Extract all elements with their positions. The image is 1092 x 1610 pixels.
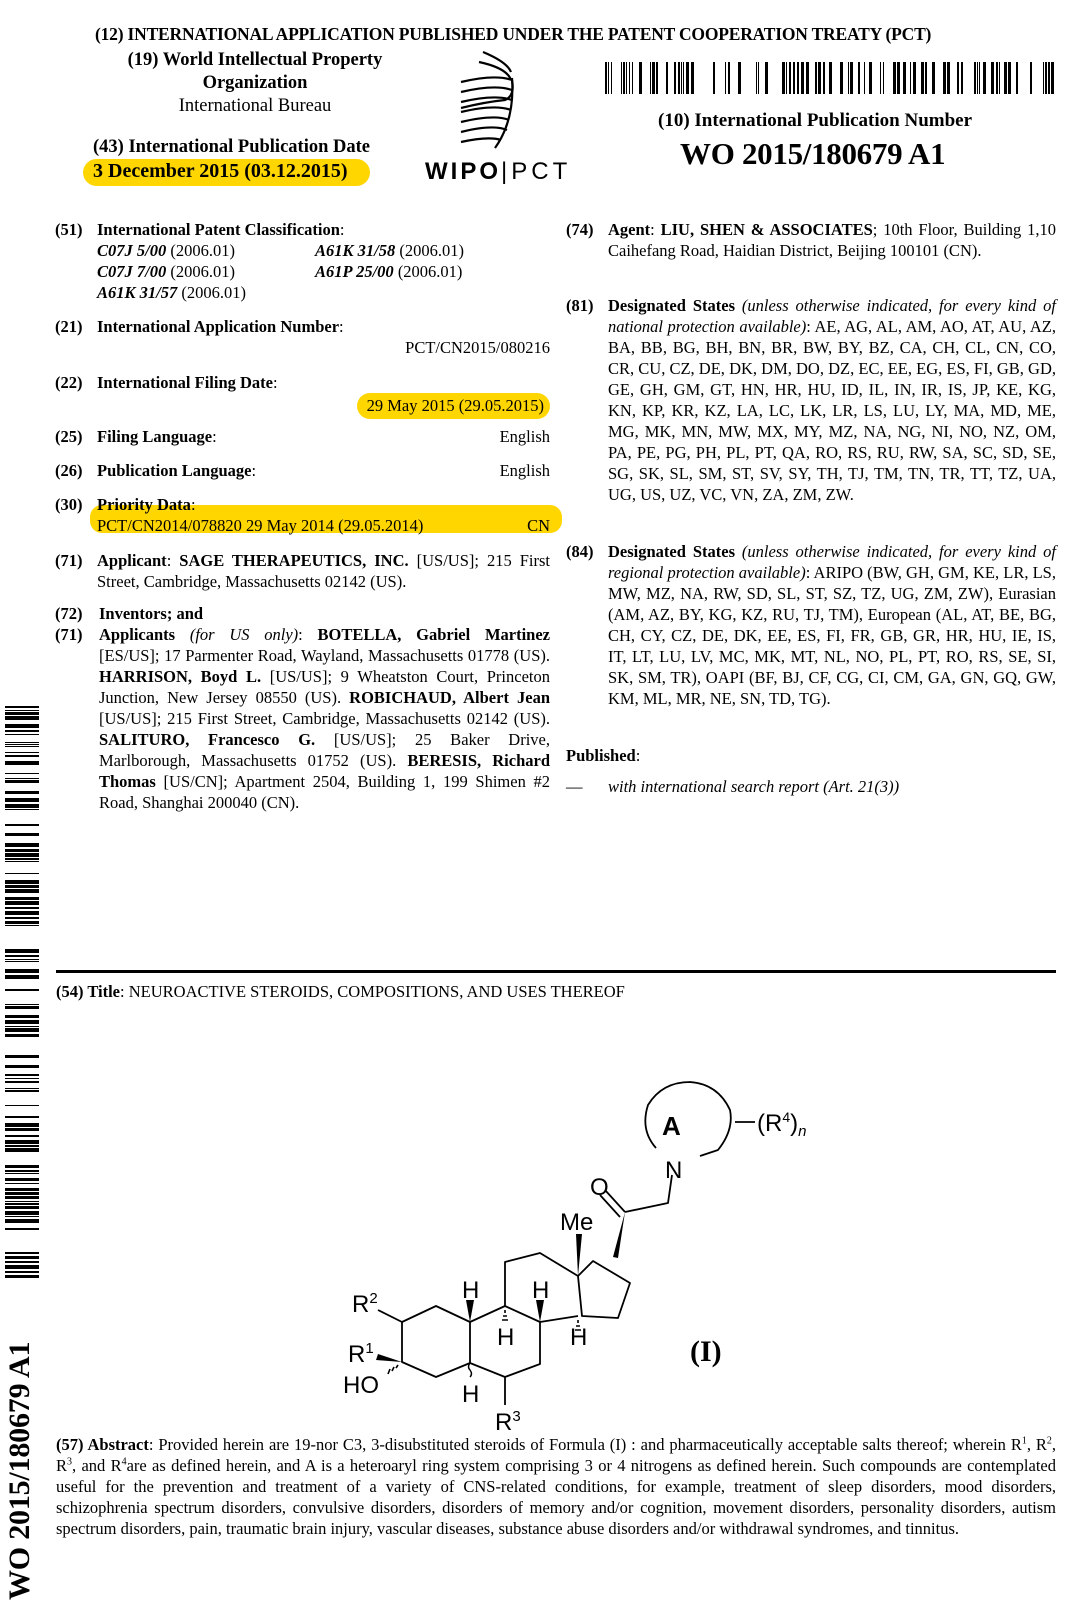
inventor-address: [US/US]; 9 Wheatston Court, Princeton Junction, New Jersey 08550 (US). (99, 667, 550, 707)
applicant-code: (71) (55, 551, 83, 570)
org-bureau: International Bureau (178, 96, 332, 116)
hydroxyl-label: HO (343, 1372, 379, 1399)
ipc-class: A61K 31/58 (315, 241, 396, 260)
regional-states-list: ARIPO (BW, GH, GM, KE, LR, LS, MW, MZ, NA, RW, SD, SL, ST, SZ, TZ, UG, ZM, ZW), Eurasian (AM, AZ, BY, KG, KZ, RU, TJ, TM), European (AL, AT, BE, BG, CH, CY, CZ, DE, DK, EE, ES, FI, FR, GB, GR, HR, HU, IE, IS, IT, LT, LU, LV, MC, MK, MT, NL, NO, PL, PT, RO, RS, SE, SI, SK, SM, TR), OAPI (BF, BJ, CF, CG, CI, CM, GA, GN, GQ, GW, KM, ML, MR, NE, SN, TD, TG). (608, 563, 1056, 708)
app-number-label: International Application Number (97, 317, 340, 336)
national-states-label: Designated States (608, 296, 735, 315)
h-label: H (532, 1277, 550, 1304)
priority-data-section: (30) Priority Data: PCT/CN2014/078820 29 May 2014 (29.05.2014) CN (55, 495, 550, 535)
ipc-item (97, 261, 315, 282)
ipc-version: (2006.01) (181, 283, 246, 302)
issuing-organization (90, 49, 420, 118)
logo-separator: | (501, 158, 512, 185)
agent-label: Agent (608, 220, 651, 239)
published-section: Published: — with international search report (Art. 21(3)) (566, 746, 900, 796)
inventor-address: [US/US]; 215 First Street, Cambridge, Massachusetts 02142 (US). (99, 709, 550, 728)
ipc-version: (2006.01) (397, 262, 463, 281)
filing-language-section: (25) Filing Language: English (55, 427, 550, 446)
filing-language-label: Filing Language (97, 427, 213, 446)
filing-date-code: (22) (55, 373, 83, 392)
national-states-section: (81) Designated States (unless otherwise indicated, for every kind of national protection available): AE, AG, AL, AM, AO, AT, AU, AZ, BA, BB, BG, BH, BN, BR, BW, BY, BZ, CA, CH, CL, CN, CO, CR, CU, CZ, DE, DK, DM, DO, DZ, EC, EE, EG, ES, FI, GB, GD, GE, GH, GM, GT, HN, HR, HU, ID, IL, IN, IR, IS, JP, KE, KG, KN, KP, KR, KZ, LA, LC, LK, LR, LS, LU, LY, MA, MD, ME, MG, MK, MN, MW, MX, MY, MZ, NA, NG, NI, NO, NZ, OM, PA, PE, PG, PH, PL, PT, QA, RO, RS, RU, RW, SA, SC, SD, SE, SG, SK, SL, SM, ST, SV, SY, TH, TJ, TM, TN, TR, TT, TZ, UA, UG, US, UZ, VC, VN, ZA, ZM, ZW. (566, 296, 1056, 504)
title-code: (54) Title (56, 982, 121, 1001)
regional-states-section: (84) Designated States (unless otherwise indicated, for every kind of regional protection available): ARIPO (BW, GH, GM, KE, LR, LS, MW, MZ, NA, RW, SD, SL, ST, SZ, TZ, UG, ZM, ZW), Eurasian (AM, AZ, BY, KG, KZ, RU, TJ, TM), European (AL, AT, BE, BG, CH, CY, CZ, DE, DK, EE, ES, FI, FR, GB, GR, HR, HU, IE, IS, IT, LT, LU, LV, MC, MK, MT, NL, NO, PL, PT, RO, RS, SE, SI, SK, SM, TR), OAPI (BF, BJ, CF, CG, CI, CM, GA, GN, GQ, GW, KM, ML, MR, NE, SN, TD, TG). (566, 542, 1056, 708)
ipc-class: A61K 31/57 (97, 283, 178, 302)
ipc-item (315, 261, 515, 282)
national-states-list: AE, AG, AL, AM, AO, AT, AU, AZ, BA, BB, BG, BH, BN, BR, BW, BY, BZ, CA, CH, CL, CN, CO, CR, CU, CZ, DE, DK, DM, DO, DZ, EC, EE, EG, ES, FI, GB, GD, GE, GH, GM, GT, HN, HR, HU, ID, IL, IN, IR, IS, JP, KE, KG, KN, KP, KR, KZ, LA, LC, LK, LR, LS, LU, LY, MA, MD, ME, MG, MK, MN, MW, MX, MY, MZ, NA, NG, NI, NO, NZ, OM, PA, PE, PG, PH, PL, PT, QA, RO, RS, RU, RW, SA, SC, SD, SE, SG, SK, SL, SM, ST, SV, SY, TH, TJ, TM, TN, TR, TT, TZ, UA, UG, US, UZ, VC, VN, ZA, ZM, ZW. (608, 317, 1056, 504)
org-name-line1: World Intellectual Property (162, 50, 383, 70)
svg-text:R3: $R^3$ (495, 1408, 521, 1436)
national-states-note: (unless otherwise indicated, for every kind of national protection available) (608, 296, 1056, 336)
ipc-item (315, 240, 515, 261)
abstract-sup: 4 (121, 1456, 127, 1468)
ipc-version: (2006.01) (170, 241, 235, 260)
formula-label: (I) (690, 1335, 722, 1368)
filing-date-section: (22) International Filing Date: 29 May 2015 (29.05.2015) (55, 372, 550, 419)
ipc-class: C07J 5/00 (97, 241, 167, 260)
ring-a-label: A (662, 1111, 681, 1141)
abstract-text: , R (1026, 1435, 1047, 1454)
svg-text:(R4)n: $(R^4)_n$ (757, 1109, 807, 1140)
r1-label: R (348, 1341, 366, 1368)
inventor-name: ROBICHAUD, Albert Jean (349, 688, 550, 707)
agent-section: (74) Agent: LIU, SHEN & ASSOCIATES; 10th Floor, Building 1,10 Caihefang Road, Haidian District, Beijing 100101 (CN). (566, 220, 1056, 260)
applicant-label: Applicant (97, 551, 167, 570)
regional-states-label: Designated States (608, 542, 735, 561)
inventor-address: [US/CN]; Apartment 2504, Building 1, 199 Shimen #2 Road, Shanghai 200040 (CN). (99, 772, 550, 812)
regional-states-code: (84) (566, 542, 594, 561)
filing-language-value: English (499, 427, 550, 446)
h-label: H (570, 1324, 588, 1351)
top-barcode-icon (605, 62, 1055, 94)
wipo-pct-logo (425, 158, 571, 186)
invention-title: (54) Title: NEUROACTIVE STEROIDS, COMPOSITIONS, AND USES THEREOF (56, 982, 625, 1001)
app-number-value: PCT/CN2015/080216 (405, 338, 550, 357)
ipc-list (97, 240, 550, 303)
applicants-us-note: (for US only) (175, 625, 299, 644)
methyl-label: Me (560, 1209, 594, 1236)
ipc-code: (51) (55, 220, 83, 239)
applicant-name: SAGE THERAPEUTICS, INC. (179, 551, 409, 570)
r4-sup: 4 (782, 1109, 791, 1125)
abstract-sup: 3 (67, 1456, 73, 1468)
abstract-text: are as defined herein, and A is a heteroaryl ring system comprising 3 or 4 nitrogens as defined herein. Such compounds are contemplated useful for the prevention and treatment of a variety of CNS-related conditions, for example, treatment of sleep disorders, mood disorders, schizophrenia spectrum disorders, convulsive disorders, disorders of memory and/or cognition, movement disorders, personality disorders, autism spectrum disorders, pain, traumatic brain injury, vascular diseases, substance abuse disorders and/or withdrawal syndromes, and tinnitus. (56, 1456, 1056, 1538)
published-item: with international search report (Art. 21(3)) (608, 777, 900, 796)
chemical-structure-formula-i (320, 1040, 820, 1436)
publication-date-label: (43) International Publication Date (93, 137, 370, 157)
ipc-item (97, 240, 315, 261)
applicants-us-code: (71) (55, 625, 83, 644)
ipc-section: (51) International Patent Classification: C07J 5/00 (2006.01) A61K 31/58 (2006.01) C07J 7/00 (2006.01) A61P 25/00 (2006.01) A61K 31/57 (2006.01) (55, 219, 550, 303)
abstract-code: (57) Abstract (56, 1435, 149, 1454)
publication-date-value: 3 December 2015 (03.12.2015) (83, 159, 370, 186)
publication-language-value: English (499, 461, 550, 480)
h-label: H (497, 1324, 515, 1351)
title-value: NEUROACTIVE STEROIDS, COMPOSITIONS, AND USES THEREOF (128, 982, 625, 1001)
publication-language-code: (26) (55, 461, 83, 480)
published-dash: — (566, 777, 583, 796)
r4-subscript-n: n (798, 1123, 807, 1140)
applicant-address: [US/US]; 215 First Street, Cambridge, Massachusetts 02142 (US). (97, 551, 550, 591)
abstract-text: Provided herein are 19-nor C3, 3-disubstituted steroids of Formula (I) : and pharmaceutically acceptable salts thereof; wherein R (158, 1435, 1022, 1454)
agent-code: (74) (566, 220, 594, 239)
wipo-globe-logo-icon (455, 50, 515, 155)
agent-name: LIU, SHEN & ASSOCIATES (660, 220, 873, 239)
priority-number: PCT/CN2014/078820 29 May 2014 (29.05.2014) (97, 516, 424, 535)
nitrogen-label: N (665, 1157, 683, 1184)
priority-label: Priority Data (97, 495, 191, 514)
inventor-name: BOTELLA, Gabriel Martinez (317, 625, 550, 644)
svg-text:R2: $R^2$ (352, 1290, 378, 1318)
publication-language-section: (26) Publication Language: English (55, 461, 550, 480)
logo-pct-text: PCT (511, 158, 572, 185)
document-kind-title: (12) INTERNATIONAL APPLICATION PUBLISHED UNDER THE PATENT COOPERATION TREATY (PCT) (95, 24, 932, 44)
ipc-class: C07J 7/00 (97, 262, 167, 281)
abstract-text: , and R (72, 1456, 122, 1475)
filing-date-label: International Filing Date (97, 373, 273, 392)
app-number-code: (21) (55, 317, 83, 336)
abstract: (57) Abstract: Provided herein are 19-nor C3, 3-disubstituted steroids of Formula (I) : and pharmaceutically acceptable salts thereof; wherein $R^1$, $R^2$, $R^3$, and $R^4are$ as defined herein, and A is a heteroaryl ring system comprising 3 or 4 nitrogens as defined herein. Such compounds are contemplated useful for the prevention and treatment of a variety of CNS-related conditions, for example, treatment of sleep disorders, mood disorders, schizophrenia spectrum disorders, convulsive disorders, disorders of memory and/or cognition, movement disorders, personality disorders, autism spectrum disorders, pain, traumatic brain injury, vascular diseases, substance abuse disorders and/or withdrawal syndromes, and tinnitus. (56, 1435, 1056, 1538)
side-barcode-icon (5, 690, 39, 1230)
inventor-address: [US/US]; 25 Baker Drive, Marlborough, Massachusetts 01752 (US). (99, 730, 550, 770)
oxygen-label: O (590, 1174, 609, 1201)
ipc-version: (2006.01) (170, 262, 235, 281)
priority-country: CN (527, 516, 550, 535)
inventor-name: SALITURO, Francesco G. (99, 730, 316, 749)
svg-text:R1: $R^1$ (348, 1340, 374, 1368)
applicants-us-label: Applicants (99, 625, 176, 644)
inventors-code: (72) (55, 604, 83, 623)
abstract-sup: 1 (1021, 1435, 1027, 1447)
ipc-item (97, 282, 315, 303)
r2-label: R (352, 1291, 370, 1318)
side-barcode-tail-icon (5, 1252, 39, 1282)
h-label: H (462, 1381, 480, 1408)
publication-number-value: WO 2015/180679 A1 (680, 136, 946, 171)
published-label: Published (566, 746, 636, 765)
title-divider (56, 970, 1056, 973)
application-number-section: (21) International Application Number: PCT/CN2015/080216 (55, 317, 550, 357)
org-code: (19) (127, 50, 159, 70)
side-publication-number: WO 2015/180679 A1 (3, 1341, 36, 1600)
filing-language-code: (25) (55, 427, 83, 446)
r3-label: R (495, 1409, 513, 1436)
inventor-address: [ES/US]; 17 Parmenter Road, Wayland, Massachusetts 01778 (US). (99, 646, 550, 665)
regional-states-note: (unless otherwise indicated, for every kind of regional protection available) (608, 542, 1056, 582)
ipc-label: International Patent Classification (97, 220, 340, 239)
logo-wipo-text: WIPO (425, 158, 501, 185)
abstract-sup: 2 (1046, 1435, 1052, 1447)
publication-language-label: Publication Language (97, 461, 252, 480)
filing-date-value: 29 May 2015 (29.05.2015) (357, 393, 550, 419)
applicant-section: (71) Applicant: SAGE THERAPEUTICS, INC. [US/US]; 215 First Street, Cambridge, Massachusetts 02142 (US). (55, 551, 550, 591)
ipc-class: A61P 25/00 (315, 262, 394, 281)
publication-number-label: (10) International Publication Number (658, 110, 973, 131)
inventor-name: HARRISON, Boyd L. (99, 667, 262, 686)
ipc-version: (2006.01) (399, 241, 464, 260)
inventors-label: Inventors; and (99, 604, 204, 623)
inventor-name: BERESIS, Richard Thomas (99, 751, 550, 791)
org-name-line2: Organization (202, 73, 308, 93)
agent-address: ; 10th Floor, Building 1,10 Caihefang Road, Haidian District, Beijing 100101 (CN). (608, 220, 1056, 260)
inventors-section: (72) Inventors; and (71) Applicants (for US only): BOTELLA, Gabriel Martinez [ES/US]; 17 Parmenter Road, Wayland, Massachusetts 01778 (US). HARRISON, Boyd L. [US/US]; 9 Wheatston Court, Princeton Junction, New Jersey 08550 (US). ROBICHAUD, Albert Jean [US/US]; 215 First Street, Cambridge, Massachusetts 02142 (US). SALITURO, Francesco G. [US/US]; 25 Baker Drive, Marlborough, Massachusetts 01752 (US). BERESIS, Richard Thomas [US/CN]; Apartment 2504, Building 1, 199 Shimen #2 Road, Shanghai 200040 (CN). (55, 604, 550, 812)
priority-code: (30) (55, 495, 83, 514)
r4-label: (R (757, 1110, 783, 1137)
national-states-code: (81) (566, 296, 594, 315)
abstract-text: , R (56, 1435, 1056, 1475)
h-label: H (462, 1277, 480, 1304)
